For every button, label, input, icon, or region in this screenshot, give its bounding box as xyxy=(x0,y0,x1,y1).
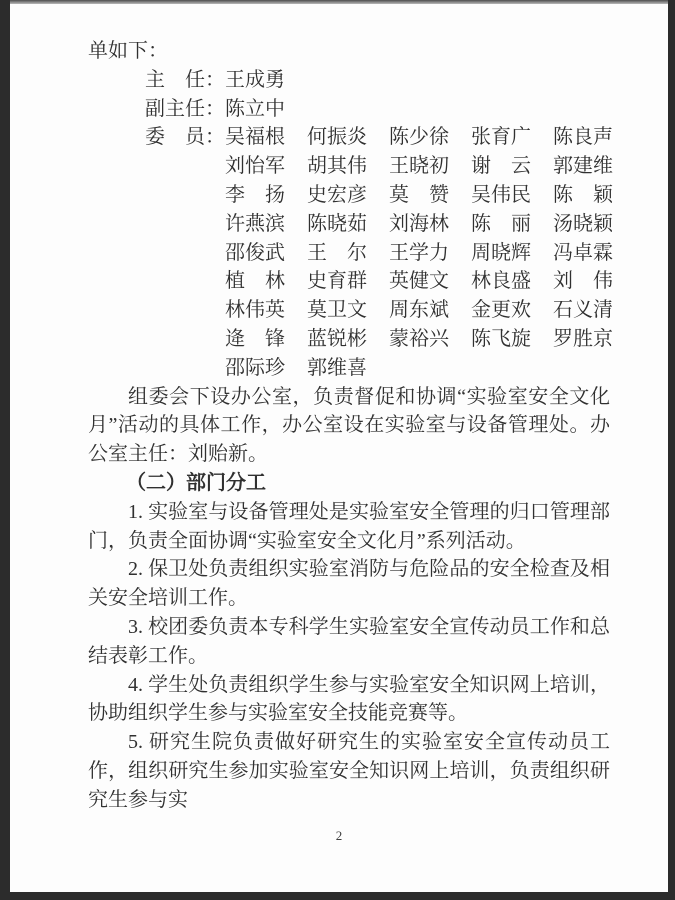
member-name: 周晓辉 xyxy=(471,241,531,264)
committee-label-spacer xyxy=(88,325,225,354)
office-paragraph: 组委会下设办公室，负责督促和协调“实验室安全文化月”活动的具体工作，办公室设在实验室与设备管理处。办公室主任：刘贻新。 xyxy=(88,385,610,466)
director-label: 主 任： xyxy=(145,68,225,91)
member-name: 石义清 xyxy=(553,299,613,322)
member-name: 植 林 xyxy=(225,270,285,293)
committee-member-row xyxy=(88,123,613,152)
director-name: 王成勇 xyxy=(225,68,285,91)
section-heading: （二）部门分工 xyxy=(126,471,266,494)
member-name: 史宏彦 xyxy=(307,183,367,206)
member-name: 陈 丽 xyxy=(471,212,531,235)
deputy-director-row xyxy=(88,95,610,124)
committee-member-row xyxy=(88,181,613,210)
member-name: 王学力 xyxy=(389,241,449,264)
member-name: 邵俊武 xyxy=(225,241,285,264)
member-name: 郭维喜 xyxy=(307,356,367,379)
member-name: 胡其伟 xyxy=(307,155,367,178)
member-name: 郭建维 xyxy=(553,155,613,178)
member-name: 英健文 xyxy=(389,270,449,293)
member-name: 陈晓茹 xyxy=(307,212,367,235)
member-name: 汤晓颖 xyxy=(553,212,613,235)
member-name: 陈 颖 xyxy=(553,183,613,206)
division-item: 1. 实验室与设备管理处是实验室安全管理的归口管理部门，负责全面协调“实验室安全文化月”系列活动。 xyxy=(88,500,610,552)
member-name: 谢 云 xyxy=(471,155,531,178)
committee-label-spacer xyxy=(88,239,225,268)
document-page xyxy=(10,4,668,892)
committee-label-spacer xyxy=(88,296,225,325)
member-name: 罗胜京 xyxy=(553,327,613,350)
member-name: 王 尔 xyxy=(307,241,367,264)
member-name: 金更欢 xyxy=(471,299,531,322)
member-name: 许燕滨 xyxy=(225,212,285,235)
committee-label-spacer xyxy=(88,354,225,383)
committee-label-spacer xyxy=(88,181,225,210)
member-name: 吴伟民 xyxy=(471,183,531,206)
committee-member-row xyxy=(88,296,613,325)
division-item: 4. 学生处负责组织学生参与实验室安全知识网上培训，协助组织学生参与实验室安全技能竞赛等。 xyxy=(88,673,610,725)
member-name: 王晓初 xyxy=(389,155,449,178)
deputy-director-name: 陈立中 xyxy=(225,97,285,120)
member-name: 陈良声 xyxy=(553,126,613,149)
member-name: 林良盛 xyxy=(471,270,531,293)
member-name: 蓝锐彬 xyxy=(307,327,367,350)
page-number: 2 xyxy=(335,828,343,843)
committee-member-row xyxy=(88,239,613,268)
committee-label-spacer xyxy=(88,267,225,296)
member-name: 逄 锋 xyxy=(225,327,285,350)
committee-member-row xyxy=(88,210,613,239)
division-item: 5. 研究生院负责做好研究生的实验室安全宣传动员工作，组织研究生参加实验室安全知识网上培训，负责组织研究生参与实 xyxy=(88,731,610,811)
member-name: 邵际珍 xyxy=(225,356,285,379)
deputy-director-label: 副主任： xyxy=(145,97,225,120)
member-name: 林伟英 xyxy=(225,299,285,322)
intro-line: 单如下： xyxy=(88,40,168,62)
page-content xyxy=(88,37,613,815)
committee-member-row xyxy=(88,267,613,296)
division-item: 2. 保卫处负责组织实验室消防与危险品的安全检查及相关安全培训工作。 xyxy=(88,558,610,610)
member-name: 冯卓霖 xyxy=(553,241,613,264)
member-name: 刘怡军 xyxy=(225,155,285,178)
committee-label-spacer xyxy=(88,210,225,239)
division-item-list xyxy=(88,498,610,815)
member-name: 陈飞旋 xyxy=(471,327,531,350)
member-name: 刘 伟 xyxy=(553,270,613,293)
division-item: 3. 校团委负责本专科学生实验室安全宣传动员工作和总结表彰工作。 xyxy=(88,615,610,667)
member-name: 莫卫文 xyxy=(307,299,367,322)
committee-label: 委 员： xyxy=(145,126,225,149)
committee-label-spacer xyxy=(88,152,225,181)
committee-member-row xyxy=(88,354,610,383)
member-name: 史育群 xyxy=(307,270,367,293)
member-name: 周东斌 xyxy=(389,299,449,322)
committee-member-list xyxy=(88,123,613,382)
member-name: 张育广 xyxy=(471,126,531,149)
member-name: 莫 赞 xyxy=(389,183,449,206)
member-name: 何振炎 xyxy=(307,126,367,149)
member-name: 刘海林 xyxy=(389,212,449,235)
member-name: 李 扬 xyxy=(225,183,285,206)
committee-member-row xyxy=(88,152,613,181)
member-name: 蒙裕兴 xyxy=(389,327,449,350)
director-row xyxy=(88,66,610,95)
committee-member-row xyxy=(88,325,613,354)
member-name: 吴福根 xyxy=(225,126,285,149)
member-name: 陈少徐 xyxy=(389,126,449,149)
